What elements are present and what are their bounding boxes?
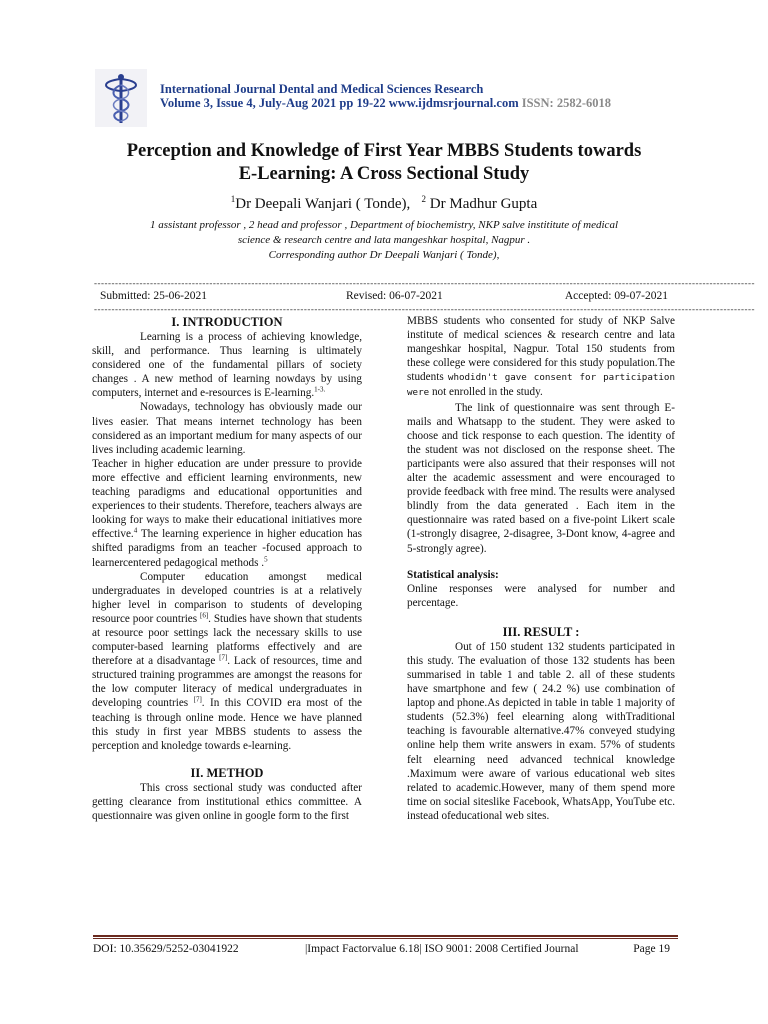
affiliation: [100, 218, 668, 263]
accepted-date: Accepted: 09-07-2021: [564, 290, 668, 302]
author-1-number: 1: [230, 194, 236, 204]
method-paragraph-1: This cross sectional study was conducted after getting clearance from institutional ethics committee. A questionnaire was given online in google form to the first: [92, 781, 362, 822]
left-column: [92, 314, 362, 823]
method-heading: II. METHOD: [190, 765, 264, 780]
page-number: Page 19: [633, 943, 670, 955]
affiliation-line-2: science & research centre and lata mangeshkar hospital, Nagpur .: [237, 234, 531, 246]
dashed-divider-bottom: ---------------------------------------------------------------------------------------------------------------------------------------------------------------------------------------------: [94, 304, 755, 314]
intro-heading: I. INTRODUCTION: [171, 315, 283, 329]
statistical-analysis-heading: Statistical analysis:: [407, 568, 499, 581]
title-line-2: E-Learning: A Cross Sectional Study: [238, 164, 530, 184]
journal-volume: [160, 96, 611, 111]
author-1-name: Dr Deepali Wanjari ( Tonde),: [235, 196, 411, 212]
journal-name: International Journal Dental and Medical Sciences Research: [160, 82, 484, 96]
doi-link[interactable]: DOI: 10.35629/5252-03041922: [93, 943, 239, 955]
submitted-date: Submitted: 25-06-2021: [100, 290, 208, 302]
affiliation-line-1: 1 assistant professor , 2 head and professor , Department of biochemistry, NKP salve instititute of medical: [150, 219, 618, 231]
revised-date: Revised: 06-07-2021: [346, 290, 443, 302]
author-2-name: Dr Madhur Gupta: [426, 196, 538, 212]
impact-factor: |Impact Factorvalue 6.18| ISO 9001: 2008 Certified Journal: [305, 943, 579, 955]
intro-paragraph-4: Computer education amongst medical undergraduates in developed countries is at a relatively higher level in comparison to students of developing resource poor countries [6]. Studies have shown that students at resource poor settings lack the necessary skills to use computer-based learning platforms effectively and are therefore at a disadvantage [7]. Lack of resources, time and structured training programmes are amongst the reasons for the low computer literacy of medical undergraduates in developing countries [7]. In this COVID era most of the teaching is through online mode. Hence we have planned this study in first year MBBS students to assess the perception and knoledge towards e-learning.: [92, 570, 362, 752]
journal-website-link[interactable]: www.ijdmsrjournal.com: [388, 96, 519, 110]
statistical-analysis-text: Online responses were analysed for number and percentage.: [407, 582, 675, 609]
method-paragraph-2: The link of questionnaire was sent through E-mails and Whatsapp to the student. They were asked to choose and tick response to each question. The identity of the student was not disclosed on the response sheet. The participants were also assured that their responses will not alter the academic assessment and were encouraged to provide feedback with free mind. The results were analysed blindly from the data generated . Each item in the questionnaire was rated based on a five-point Likert scale (1-strongly disagree, 2-disagree, 3-Dont know, 4-agree and 5-strongly agree).: [407, 401, 675, 555]
footer-rule-thin: [93, 938, 678, 939]
issn: ISSN: 2582-6018: [518, 96, 611, 110]
authors: [60, 194, 708, 213]
title-line-1: Perception and Knowledge of First Year MBBS Students towards: [126, 141, 642, 161]
volume-info: Volume 3, Issue 4, July-Aug 2021 pp 19-22: [160, 96, 389, 110]
footer-rule: [93, 935, 678, 937]
intro-paragraph-3: Teacher in higher education are under pressure to provide more effective and efficient learning environments, new teaching paradigms and educational opportunities and experiences to their students. Therefore, teachers always are looking for ways to make their educational initiatives more effective.$^4$ The learning experience in higher education has shifted paradigms from an teacher -focused approach to learnercentered pedagogical methods .$^5$: [92, 457, 362, 569]
corresponding-author: Corresponding author Dr Deepali Wanjari ( Tonde),: [268, 249, 500, 261]
result-paragraph: Out of 150 student 132 students participated in this study. The evaluation of those 132 students has been summarised in table 1 and table 2. all of these students have smartphone and few ( 24.2 %) use combination of laptop and phone.As depicted in table in table 1 majority of students (52.3%) feel elearning along withTraditional teaching is favourable alternative.47% conveyed studying online help them write answers in exam. 57% of students felt elearning need advanced technical knowledge .Maximum were aware of various educational web sites related to academic.However, many of them spend more time on social siteslike Facebook, WhatsApp, YouTube etc. instead ofeducational web sites.: [407, 640, 675, 822]
result-heading: III. RESULT :: [502, 624, 580, 639]
method-paragraph-1-continued: MBBS students who consented for study of NKP Salve institute of medical sciences & research centre and lata mangeshkar hospital, Nagpur. Total 150 students from these college were considered for this study population.The students whodidn't gave consent for participation were not enrolled in the study.: [407, 315, 675, 399]
intro-paragraph-2: Nowadays, technology has obviously made our lives easier. That means internet technology has been considered as an important medium for many aspects of our lives including academic learning.: [92, 401, 362, 456]
author-2-number: 2: [421, 194, 427, 204]
dashed-divider-top: ---------------------------------------------------------------------------------------------------------------------------------------------------------------------------------------------: [94, 278, 755, 288]
paper-title: [60, 140, 708, 186]
right-column: [407, 314, 675, 823]
intro-paragraph-1: Learning is a process of achieving knowledge, skill, and performance. Thus learning is ultimately considered one of the fundamental pillars of society changes . A new method of learning nowdays by using computers, internet and e-resources is E-learning.$^{1-3.}$: [92, 331, 362, 400]
caduceus-icon: [95, 69, 147, 127]
